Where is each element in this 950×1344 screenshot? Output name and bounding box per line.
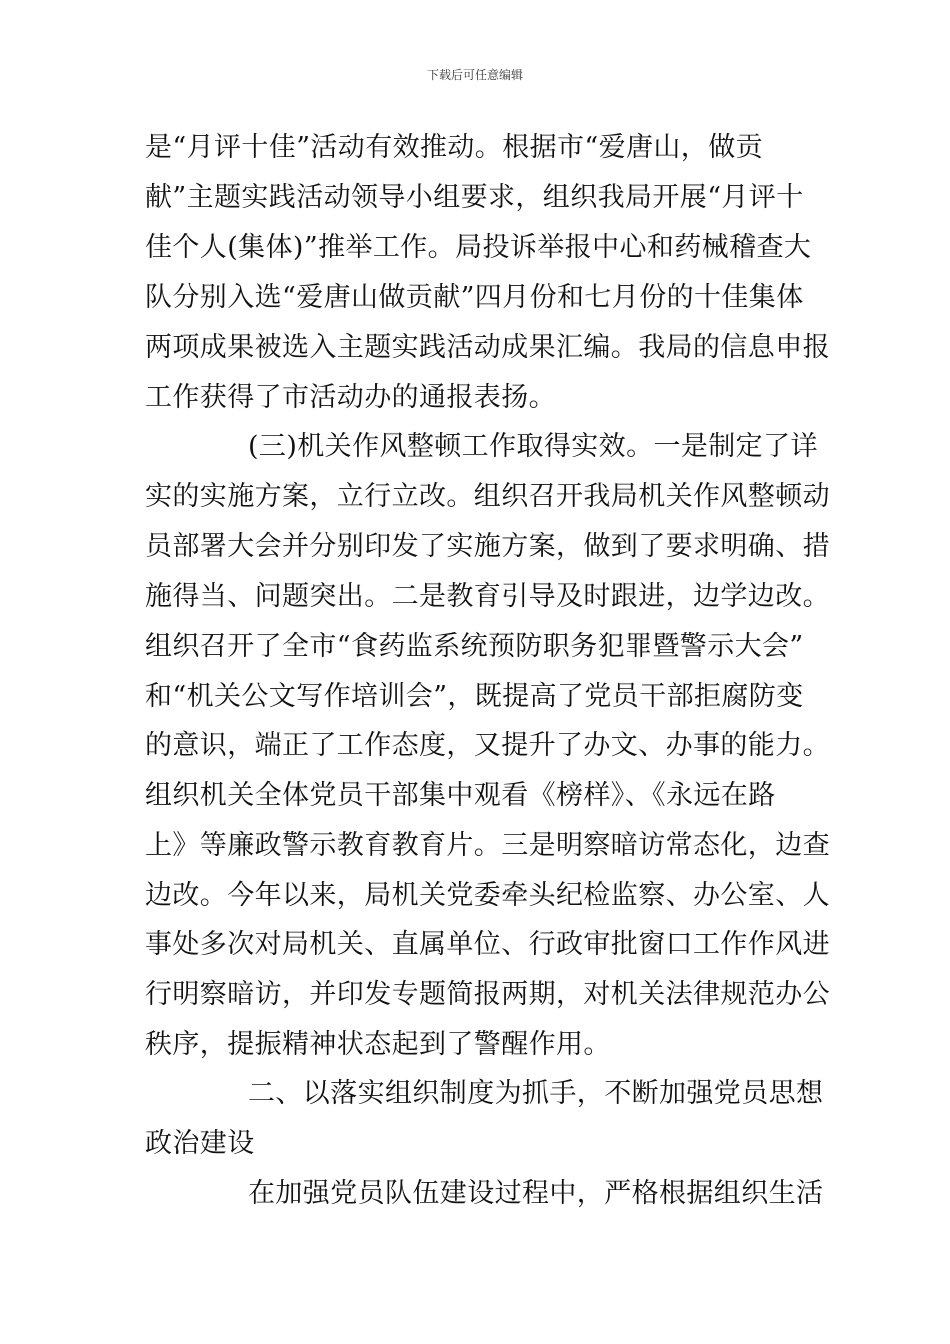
section-heading-line: 政治建设 bbox=[145, 1128, 255, 1159]
text-line: 边改。今年以来，局机关党委牵头纪检监察、办公室、人 bbox=[145, 880, 830, 911]
text-line: 秩序，提振精神状态起到了警醒作用。 bbox=[145, 1029, 611, 1060]
text-line: 组织机关全体党员干部集中观看《榜样》、《永远在路 bbox=[145, 780, 776, 811]
text-line: 队分别入选“爱唐山做贡献”四月份和七月份的十佳集体 bbox=[145, 282, 804, 313]
text-line: 献”主题实践活动领导小组要求，组织我局开展“月评十 bbox=[145, 182, 804, 213]
paragraph-heading-line: (三)机关作风整顿工作取得实效。一是制定了详 bbox=[248, 431, 818, 462]
text-line: 工作获得了市活动办的通报表扬。 bbox=[145, 382, 556, 413]
text-line: 和“机关公文写作培训会”，既提高了党员干部拒腐防变 bbox=[145, 681, 804, 712]
text-line: 两项成果被选入主题实践活动成果汇编。我局的信息申报 bbox=[145, 332, 830, 363]
text-line: 实的实施方案，立行立改。组织召开我局机关作风整顿动 bbox=[145, 481, 830, 512]
section-heading-line: 二、以落实组织制度为抓手，不断加强党员思想 bbox=[248, 1078, 824, 1109]
text-line: 组织召开了全市“食药监系统预防职务犯罪暨警示大会” bbox=[145, 631, 804, 662]
text-line: 在加强党员队伍建设过程中，严格根据组织生活 bbox=[248, 1178, 824, 1209]
text-line: 的意识，端正了工作态度，又提升了办文、办事的能力。 bbox=[145, 730, 830, 761]
header-note: 下载后可任意编辑 bbox=[426, 68, 523, 82]
text-line: 事处多次对局机关、直属单位、行政审批窗口工作作风进 bbox=[145, 929, 830, 960]
text-line: 佳个人(集体)”推举工作。局投诉举报中心和药械稽查大 bbox=[145, 232, 812, 263]
text-line: 员部署大会并分别印发了实施方案，做到了要求明确、措 bbox=[145, 531, 830, 562]
text-line: 施得当、问题突出。二是教育引导及时跟进，边学边改。 bbox=[145, 581, 830, 612]
text-line: 行明察暗访，并印发专题简报两期，对机关法律规范办公 bbox=[145, 979, 830, 1010]
text-line: 上》等廉政警示教育教育片。三是明察暗访常态化，边查 bbox=[145, 830, 830, 861]
text-line: 是“月评十佳”活动有效推动。根据市“爱唐山，做贡 bbox=[145, 132, 764, 163]
